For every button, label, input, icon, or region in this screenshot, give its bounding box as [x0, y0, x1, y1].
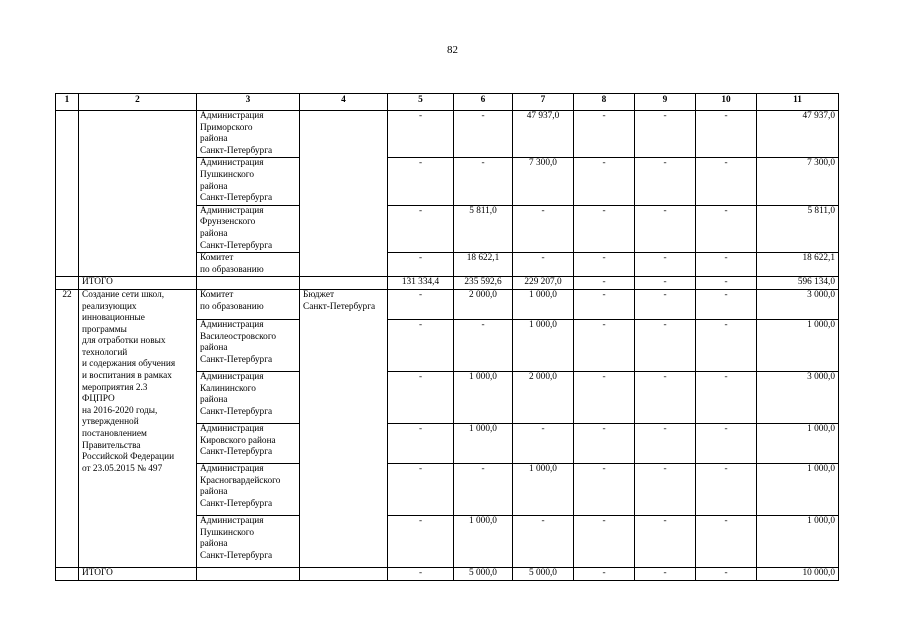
value-cell: -	[388, 319, 454, 371]
value-cell: 1 000,0	[757, 515, 839, 567]
col-header: 5	[388, 94, 454, 111]
total-value: 235 592,6	[454, 277, 513, 290]
item-name-line: от 23.05.2015 № 497	[82, 463, 163, 474]
cell-empty	[79, 111, 197, 277]
total-value: -	[696, 567, 757, 580]
item-name-line: постановлением	[82, 429, 147, 440]
col-header: 2	[79, 94, 197, 111]
total-value: 131 334,4	[388, 277, 454, 290]
executor-cell	[197, 111, 300, 158]
col-header: 10	[696, 94, 757, 111]
item-name	[79, 289, 197, 567]
executor-cell	[197, 253, 300, 277]
item-name-line: программы	[82, 324, 127, 335]
value-cell: -	[574, 515, 635, 567]
total-label: ИТОГО	[79, 567, 197, 580]
value-cell: 1 000,0	[454, 423, 513, 463]
value-cell: -	[454, 319, 513, 371]
executor-line: по образованию	[200, 264, 264, 275]
value-cell: 7 300,0	[757, 158, 839, 205]
value-cell: 18 622,1	[454, 253, 513, 277]
value-cell: -	[635, 205, 696, 252]
total-value: 10 000,0	[757, 567, 839, 580]
cell-empty	[56, 111, 79, 277]
value-cell: -	[574, 423, 635, 463]
executor-line: Администрация	[200, 423, 264, 434]
cell-empty	[56, 277, 79, 290]
executor-cell	[197, 371, 300, 423]
executor-line: Санкт-Петербурга	[200, 498, 273, 509]
value-cell: -	[696, 319, 757, 371]
value-cell: -	[696, 423, 757, 463]
value-cell: -	[635, 158, 696, 205]
value-cell: -	[574, 463, 635, 515]
value-cell: 5 811,0	[454, 205, 513, 252]
cell-empty	[300, 567, 388, 580]
executor-line: Калининского	[200, 383, 256, 394]
executor-line: Приморского	[200, 122, 253, 133]
executor-line: Санкт-Петербурга	[200, 240, 273, 251]
executor-line: Санкт-Петербурга	[200, 447, 273, 458]
item-name-line: мероприятия 2.3	[82, 382, 148, 393]
value-cell: -	[388, 371, 454, 423]
item-name-line: и воспитания в рамках	[82, 371, 172, 382]
value-cell: -	[454, 463, 513, 515]
value-cell: -	[574, 111, 635, 158]
col-header: 8	[574, 94, 635, 111]
item-name-line: Создание сети школ,	[82, 289, 165, 300]
value-cell: -	[574, 289, 635, 319]
value-cell: -	[635, 463, 696, 515]
value-cell: 47 937,0	[513, 111, 574, 158]
value-cell: -	[388, 253, 454, 277]
value-cell: -	[635, 515, 696, 567]
total-value: 5 000,0	[513, 567, 574, 580]
value-cell: -	[696, 111, 757, 158]
executor-line: Санкт-Петербурга	[200, 354, 273, 365]
value-cell: -	[696, 205, 757, 252]
value-cell: 1 000,0	[757, 319, 839, 371]
executor-line: Санкт-Петербурга	[200, 145, 273, 156]
col-header: 6	[454, 94, 513, 111]
item-name-line: реализующих	[82, 301, 137, 312]
total-value: 596 134,0	[757, 277, 839, 290]
header-row	[56, 94, 839, 111]
total-label: ИТОГО	[79, 277, 197, 290]
value-cell: 47 937,0	[757, 111, 839, 158]
executor-line: района	[200, 228, 228, 239]
executor-line: Администрация	[200, 205, 264, 216]
funding-source-line: Бюджет	[303, 289, 335, 300]
value-cell: -	[388, 158, 454, 205]
item-name-line: технологий	[82, 347, 128, 358]
value-cell: -	[388, 289, 454, 319]
item-name-line: инновационные	[82, 313, 145, 324]
value-cell: -	[696, 158, 757, 205]
value-cell: 3 000,0	[757, 371, 839, 423]
executor-cell	[197, 423, 300, 463]
cell-empty	[300, 277, 388, 290]
executor-line: Санкт-Петербурга	[200, 193, 273, 204]
executor-cell	[197, 289, 300, 319]
executor-line: Администрация	[200, 463, 264, 474]
value-cell: 18 622,1	[757, 253, 839, 277]
value-cell: -	[635, 423, 696, 463]
value-cell: -	[454, 158, 513, 205]
executor-line: Администрация	[200, 319, 264, 330]
value-cell: -	[696, 463, 757, 515]
executor-line: района	[200, 487, 228, 498]
item-name-line: Российской Федерации	[82, 452, 175, 463]
value-cell: -	[635, 371, 696, 423]
item-number: 22	[56, 289, 79, 567]
value-cell: 1 000,0	[513, 319, 574, 371]
executor-line: Пушкинского	[200, 169, 255, 180]
value-cell: -	[388, 423, 454, 463]
table-row	[56, 111, 839, 158]
col-header: 3	[197, 94, 300, 111]
executor-line: Комитет	[200, 253, 234, 264]
budget-table	[55, 93, 839, 581]
value-cell: -	[513, 515, 574, 567]
executor-line: Администрация	[200, 158, 264, 169]
value-cell: 1 000,0	[513, 289, 574, 319]
value-cell: -	[388, 463, 454, 515]
table-row	[56, 289, 839, 319]
item-name-line: для отработки новых	[82, 336, 166, 347]
value-cell: -	[635, 111, 696, 158]
cell-empty	[197, 567, 300, 580]
total-row	[56, 277, 839, 290]
total-row	[56, 567, 839, 580]
executor-line: по образованию	[200, 301, 264, 312]
value-cell: -	[635, 253, 696, 277]
value-cell: 3 000,0	[757, 289, 839, 319]
cell-empty	[197, 277, 300, 290]
executor-line: Фрунзенского	[200, 217, 256, 228]
item-name-line: и содержания обучения	[82, 359, 176, 370]
executor-line: Администрация	[200, 515, 264, 526]
value-cell: 7 300,0	[513, 158, 574, 205]
item-name-line: утвержденной	[82, 417, 139, 428]
funding-source	[300, 289, 388, 567]
total-value: -	[635, 567, 696, 580]
executor-line: района	[200, 343, 228, 354]
value-cell: -	[696, 515, 757, 567]
value-cell: -	[574, 253, 635, 277]
value-cell: 1 000,0	[513, 463, 574, 515]
value-cell: -	[513, 205, 574, 252]
executor-line: Санкт-Петербурга	[200, 406, 273, 417]
value-cell: 2 000,0	[513, 371, 574, 423]
executor-line: Администрация	[200, 371, 264, 382]
col-header: 4	[300, 94, 388, 111]
executor-line: района	[200, 395, 228, 406]
value-cell: -	[696, 253, 757, 277]
value-cell: 1 000,0	[454, 515, 513, 567]
value-cell: 1 000,0	[454, 371, 513, 423]
executor-line: района	[200, 134, 228, 145]
value-cell: 2 000,0	[454, 289, 513, 319]
col-header: 7	[513, 94, 574, 111]
value-cell: -	[388, 205, 454, 252]
total-value: 229 207,0	[513, 277, 574, 290]
total-value: -	[635, 277, 696, 290]
col-header: 1	[56, 94, 79, 111]
value-cell: -	[574, 371, 635, 423]
item-name-line: Правительства	[82, 440, 141, 451]
value-cell: -	[635, 289, 696, 319]
total-value: -	[696, 277, 757, 290]
value-cell: 1 000,0	[757, 463, 839, 515]
value-cell: -	[696, 289, 757, 319]
value-cell: 5 811,0	[757, 205, 839, 252]
executor-cell	[197, 205, 300, 252]
executor-line: Пушкинского	[200, 527, 255, 538]
value-cell: -	[696, 371, 757, 423]
executor-line: Комитет	[200, 289, 234, 300]
value-cell: -	[574, 158, 635, 205]
total-value: -	[574, 567, 635, 580]
executor-cell	[197, 158, 300, 205]
value-cell: -	[513, 423, 574, 463]
total-value: -	[574, 277, 635, 290]
item-name-line: ФЦПРО	[82, 394, 115, 405]
executor-cell	[197, 319, 300, 371]
cell-empty	[300, 111, 388, 277]
executor-line: Василеостровского	[200, 331, 277, 342]
executor-line: района	[200, 181, 228, 192]
col-header: 11	[757, 94, 839, 111]
value-cell: -	[574, 205, 635, 252]
executor-line: Красногвардейского	[200, 475, 281, 486]
value-cell: -	[635, 319, 696, 371]
executor-cell	[197, 463, 300, 515]
value-cell: -	[388, 515, 454, 567]
total-value: -	[388, 567, 454, 580]
page-number: 82	[447, 44, 458, 56]
item-name-line: на 2016-2020 годы,	[82, 405, 158, 416]
executor-line: района	[200, 539, 228, 550]
executor-line: Кировского района	[200, 435, 276, 446]
executor-line: Санкт-Петербурга	[200, 550, 273, 561]
executor-line: Администрация	[200, 111, 264, 121]
value-cell: -	[388, 111, 454, 158]
value-cell: 1 000,0	[757, 423, 839, 463]
funding-source-line: Санкт-Петербурга	[303, 301, 376, 312]
executor-cell	[197, 515, 300, 567]
cell-empty	[56, 567, 79, 580]
value-cell: -	[513, 253, 574, 277]
value-cell: -	[574, 319, 635, 371]
col-header: 9	[635, 94, 696, 111]
value-cell: -	[454, 111, 513, 158]
total-value: 5 000,0	[454, 567, 513, 580]
